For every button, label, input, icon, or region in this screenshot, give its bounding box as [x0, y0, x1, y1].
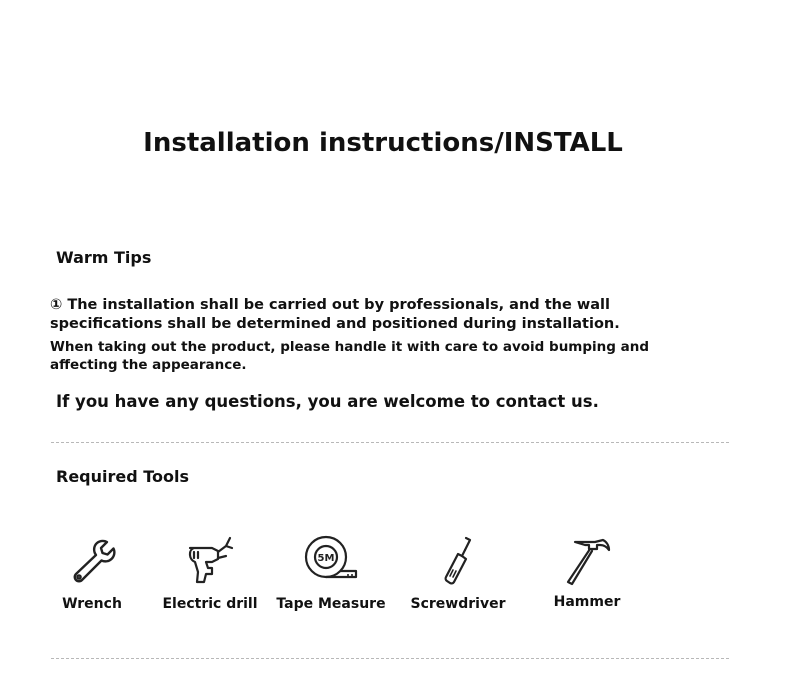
tape-measure-icon-text: 5M [317, 553, 335, 564]
tip-professional-installation: ① The installation shall be carried out by professionals, and the wall specifications shall be determined and positioned during installation. [50, 297, 620, 332]
page-title: Installation instructions/INSTALL [143, 128, 623, 158]
contact-note: If you have any questions, you are welcome to contact us. [56, 392, 599, 411]
divider-top [51, 442, 729, 443]
tool-hammer [527, 534, 647, 610]
tool-label-hammer: Hammer [553, 594, 621, 610]
tape-measure-icon [302, 534, 360, 586]
tool-label-wrench: Wrench [62, 596, 122, 612]
tool-screwdriver [398, 534, 518, 612]
tool-wrench [32, 534, 152, 612]
tool-label-electric-drill: Electric drill [162, 596, 258, 612]
warm-tips-heading: Warm Tips [56, 248, 152, 267]
wrench-icon [66, 534, 118, 586]
electric-drill-icon [182, 534, 238, 586]
hammer-icon [561, 534, 613, 586]
screwdriver-icon [432, 534, 484, 586]
tool-electric-drill [150, 534, 270, 612]
required-tools-heading: Required Tools [56, 467, 190, 486]
tip-handle-with-care: When taking out the product, please handle it with care to avoid bumping and affecting the appearance. [50, 339, 650, 373]
divider-bottom [51, 658, 729, 659]
tool-label-tape-measure: Tape Measure [276, 596, 386, 612]
tool-label-screwdriver: Screwdriver [410, 596, 506, 612]
tool-tape-measure [271, 534, 391, 612]
